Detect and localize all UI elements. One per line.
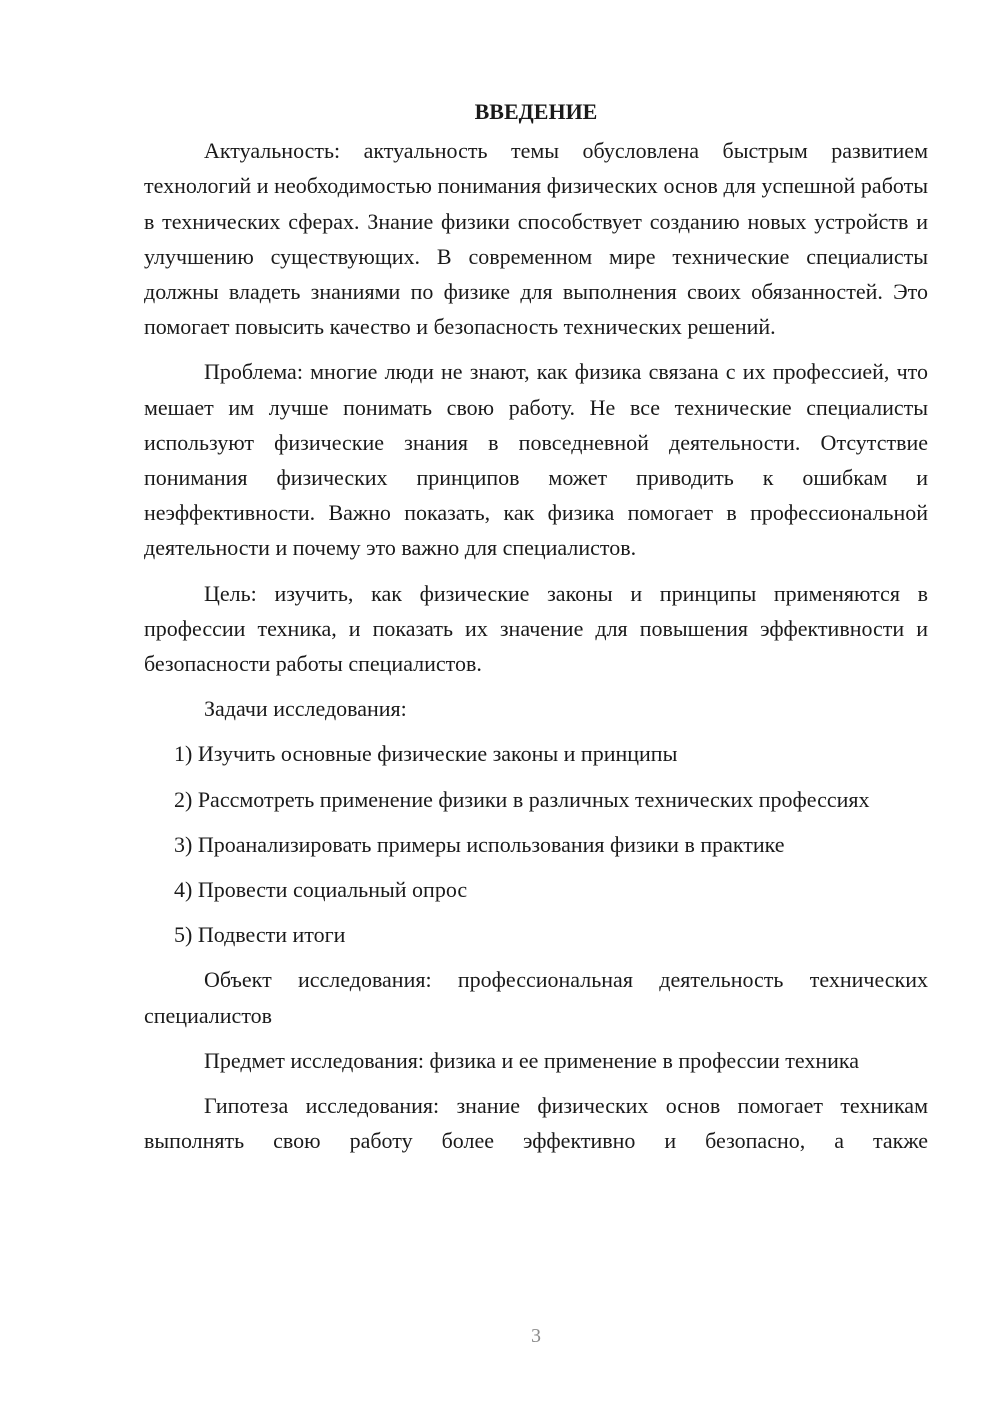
subject-paragraph: Предмет исследования: физика и ее применение в профессии техника [204,1047,860,1073]
section-heading: ВВЕДЕНИЕ [474,99,598,124]
page-number: 3 [531,1325,541,1347]
hypothesis-paragraph: Гипотеза исследования: знание физических основ помогает техникам выполнять свою работу более эффективно и безопасно, а также [144,1093,928,1154]
goal-paragraph: Цель: изучить, как физические законы и принципы применяются в профессии техника, и показать их значение для повышения эффективности и безопасности работы специалистов. [144,580,928,677]
document-body [144,94,928,1158]
task-item: 2) Рассмотреть применение физики в различных технических профессиях [174,786,870,812]
relevance-paragraph: Актуальность: актуальность темы обусловлена быстрым развитием технологий и необходимостью понимания физических основ для успешной работы в технических сферах. Знание физики способствует созданию новых устройств и улучшению существующих. В современном мире технические специалисты должны владеть знаниями по физике для выполнения своих обязанностей. Это помогает повысить качество и безопасность технических решений. [144,138,928,340]
task-item: 5) Подвести итоги [174,922,346,948]
problem-paragraph: Проблема: многие люди не знают, как физика связана с их профессией, что мешает им лучше понимать свою работу. Не все технические специалисты используют физические знания в повседневной деятельности. Отсутствие понимания физических принципов может приводить к ошибкам и неэффективности. Важно показать, как физика помогает в профессиональной деятельности и почему это важно для специалистов. [144,359,928,561]
tasks-list [144,736,928,952]
tasks-heading: Задачи исследования: [204,696,407,722]
task-item: 4) Провести социальный опрос [174,877,468,903]
task-item: 1) Изучить основные физические законы и принципы [174,741,678,767]
task-item: 3) Проанализировать примеры использования физики в практике [174,831,785,857]
object-paragraph: Объект исследования: профессиональная деятельность технических специалистов [144,967,928,1028]
